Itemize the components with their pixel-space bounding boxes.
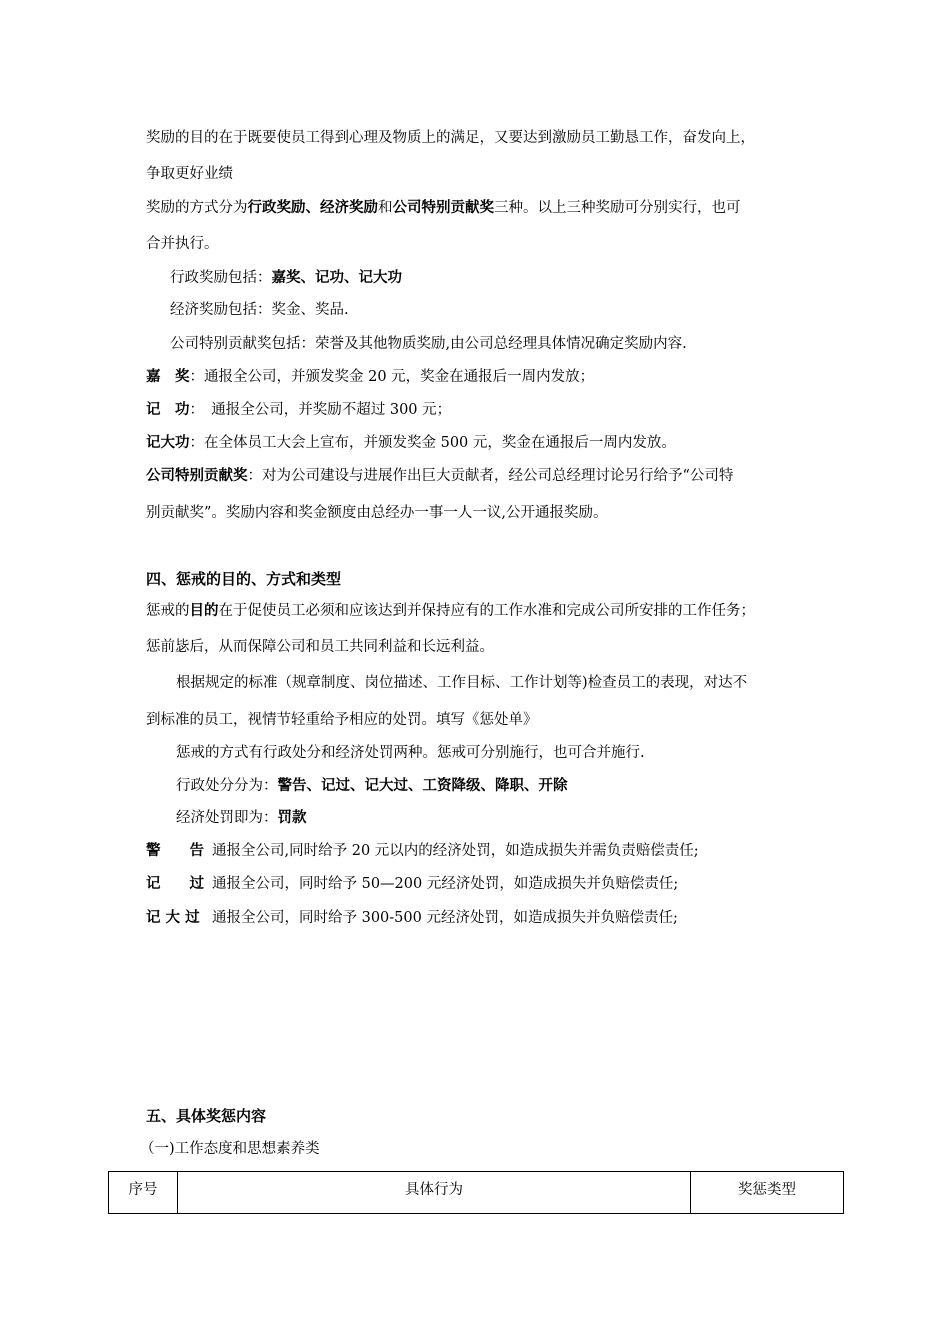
warning-line: 警 告 通报全公司,同时给予 20 元以内的经济处罚，如造成损失并需负责赔偿责任;: [146, 843, 699, 859]
section5-heading: 五、具体奖惩内容: [146, 1107, 267, 1125]
admin-punish-line: 行政处分分为：警告、记过、记大过、工资降级、降职、开除: [176, 778, 568, 794]
table-header-behavior: 具体行为: [178, 1172, 691, 1214]
special-reward-line: 公司特别贡献奖包括：荣誉及其他物质奖励,由公司总经理具体情况确定奖励内容.: [170, 336, 687, 352]
econ-reward-line: 经济奖励包括：奖金、奖品.: [170, 302, 349, 318]
reward-methods-line2: 合并执行。: [146, 236, 219, 252]
punish-methods-line: 惩戒的方式有行政处分和经济处罚两种。惩戒可分别施行，也可合并施行.: [176, 745, 645, 761]
standard-line2: 到标准的员工，视情节轻重给予相应的处罚。填写《惩处单》: [146, 712, 538, 728]
table-header-index: 序号: [109, 1172, 178, 1214]
jiguo-line: 记 过 通报全公司，同时给予 50—200 元经济处罚，如造成损失并负赔偿责任;: [146, 876, 679, 892]
jiajiang-line: 嘉 奖：通报全公司，并颁发奖金 20 元，奖金在通报后一周内发放；: [146, 369, 595, 385]
table-header-row: [109, 1172, 844, 1214]
reward-purpose-line2: 争取更好业绩: [146, 166, 233, 182]
special-award-line2: 别贡献奖”。奖励内容和奖金额度由总经办一事一人一议,公开通报奖励。: [146, 505, 608, 521]
special-award-line: 公司特别贡献奖：对为公司建设与进展作出巨大贡献者，经公司总经理讨论另行给予“公司特: [146, 468, 734, 484]
jidaguo-line: 记 大 过 通报全公司，同时给予 300-500 元经济处罚，如造成损失并负赔偿责任;: [146, 910, 678, 926]
section5-subheading: （一)工作态度和思想素养类: [140, 1141, 320, 1157]
punish-purpose-line2: 惩前毖后，从而保障公司和员工共同利益和长远利益。: [146, 639, 494, 655]
section4-heading: 四、惩戒的目的、方式和类型: [146, 570, 342, 588]
jigong-line: 记 功： 通报全公司，并奖励不超过 300 元；: [146, 402, 452, 418]
econ-punish-line: 经济处罚即为：罚款: [176, 810, 307, 826]
admin-reward-line: 行政奖励包括：嘉奖、记功、记大功: [170, 270, 402, 286]
standard-line1: 根据规定的标准（规章制度、岗位描述、工作目标、工作计划等)检查员工的表现，对达不: [176, 675, 748, 691]
table-header-type: 奖惩类型: [691, 1172, 844, 1214]
punish-purpose-line1: 惩戒的目的在于促使员工必须和应该达到并保持应有的工作水准和完成公司所安排的工作任务；: [146, 603, 755, 619]
reward-methods-line: 奖励的方式分为行政奖励、经济奖励和公司特别贡献奖三种。以上三种奖励可分别实行，也可: [146, 200, 741, 216]
reward-purpose-line1: 奖励的目的在于既要使员工得到心理及物质上的满足，又要达到激励员工勤恳工作，奋发向上，: [146, 130, 755, 146]
jidagong-line: 记大功：在全体员工大会上宣布，并颁发奖金 500 元，奖金在通报后一周内发放。: [146, 435, 676, 451]
behavior-table: [108, 1171, 844, 1214]
